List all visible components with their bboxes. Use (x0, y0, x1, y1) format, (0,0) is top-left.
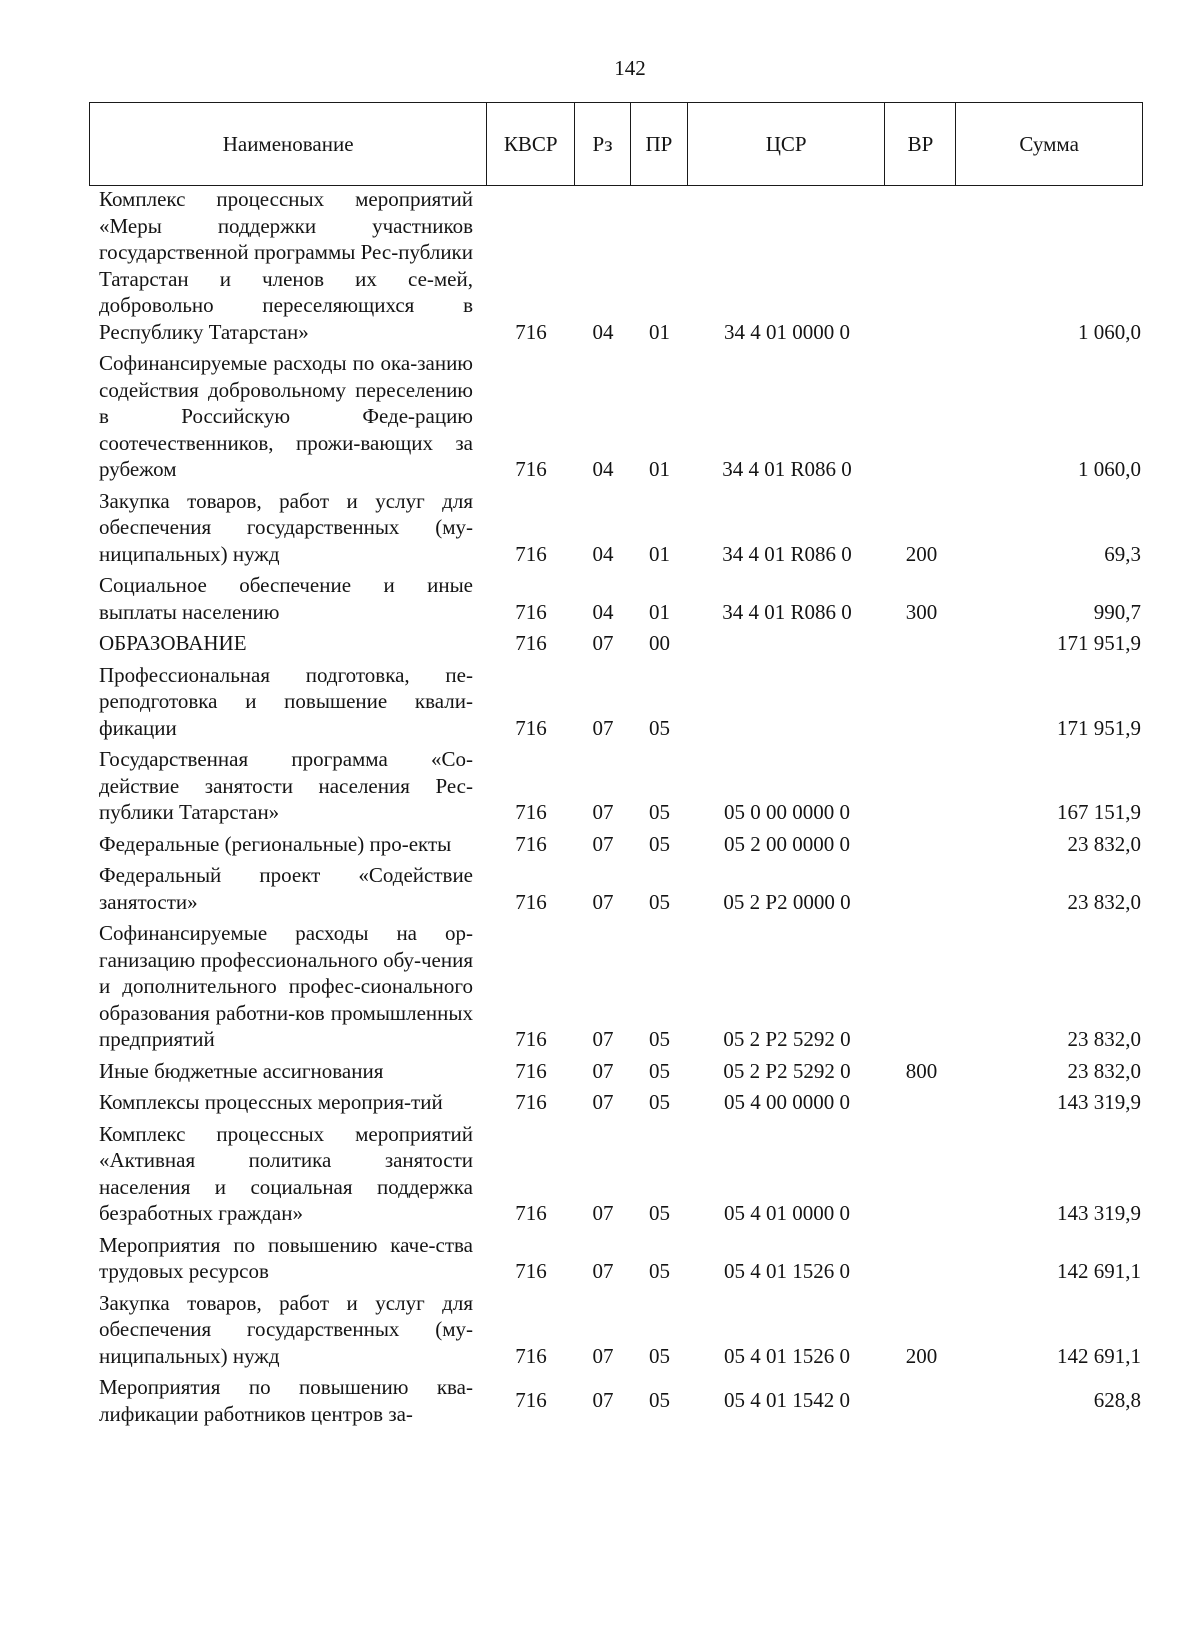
cell-sum: 23 832,0 (1067, 831, 1141, 856)
cell-pr: 05 (649, 1058, 670, 1083)
cell-sum: 171 951,9 (1057, 631, 1141, 655)
cell-rz: 04 (592, 599, 614, 624)
cell-pr: 05 (649, 1259, 670, 1283)
cell-name: Профессиональная подготовка, пе-реподготовка и повышение квали-фикации (99, 662, 473, 740)
table-header (89, 102, 1143, 186)
cell-name: Комплекс процессных мероприятий «Меры поддержки участников государственной программы Рес-публики Татарстан и членов их се-мей, добровольно переселяющихся в Республику Татарстан» (99, 187, 473, 344)
cell-pr: 01 (649, 457, 670, 481)
table-row (89, 920, 1143, 1053)
table-row (89, 350, 1143, 483)
cell-sum: 1 060,0 (1078, 457, 1141, 481)
cell-kvsr: 716 (515, 457, 547, 481)
cell-csr: 05 2 P2 0000 0 (723, 889, 851, 914)
table-row (89, 572, 1143, 625)
cell-name: Мероприятия по повышению каче-ства трудовых ресурсов (99, 1232, 473, 1283)
cell-csr: 05 4 01 1526 0 (724, 1259, 850, 1283)
table-row (89, 1121, 1143, 1227)
cell-name: Федеральный проект «Содействие занятости» (99, 863, 473, 914)
cell-pr: 01 (649, 319, 670, 344)
cell-name: Закупка товаров, работ и услуг для обеспечения государственных (му-ниципальных) нужд (99, 1290, 473, 1368)
cell-sum: 167 151,9 (1057, 800, 1141, 824)
header-rz: Рз (575, 103, 631, 185)
cell-name: Комплекс процессных мероприятий «Активная политика занятости населения и социальная поддержка безработных граждан» (99, 1121, 473, 1225)
cell-kvsr: 716 (515, 715, 547, 740)
cell-name: Комплексы процессных мероприя-тий (99, 1090, 443, 1114)
cell-csr: 05 4 01 1526 0 (724, 1343, 850, 1368)
cell-kvsr: 716 (515, 1027, 547, 1051)
table-row (89, 488, 1143, 568)
cell-kvsr: 716 (515, 599, 547, 624)
cell-rz: 07 (592, 631, 614, 655)
cell-name: Иные бюджетные ассигнования (99, 1058, 384, 1083)
cell-csr: 05 2 P2 5292 0 (723, 1027, 851, 1051)
cell-name: ОБРАЗОВАНИЕ (99, 631, 247, 655)
cell-sum: 990,7 (1093, 599, 1141, 624)
page-number: 142 (614, 56, 646, 80)
cell-pr: 05 (649, 800, 670, 824)
cell-rz: 07 (592, 1058, 614, 1083)
table-row (89, 630, 1143, 657)
cell-rz: 07 (592, 715, 614, 740)
header-name: Наименование (90, 103, 487, 185)
header-vr: ВР (885, 103, 956, 185)
cell-pr: 05 (649, 1388, 670, 1413)
cell-pr: 01 (649, 541, 670, 566)
cell-rz: 07 (592, 1343, 614, 1368)
cell-kvsr: 716 (515, 541, 547, 566)
table-row (89, 1290, 1143, 1370)
cell-csr: 34 4 01 R086 0 (722, 457, 852, 481)
cell-vr: 300 (905, 599, 938, 624)
cell-pr: 05 (649, 1027, 670, 1051)
cell-rz: 07 (592, 831, 614, 856)
cell-sum: 142 691,1 (1057, 1259, 1141, 1283)
cell-kvsr: 716 (515, 800, 547, 824)
cell-sum: 143 319,9 (1057, 1201, 1141, 1225)
table-row (89, 862, 1143, 915)
cell-name: Софинансируемые расходы по ока-занию содействия добровольному переселению в Российскую Феде-рацию соотечественников, прожи-вающих за рубежом (99, 351, 473, 481)
cell-rz: 04 (592, 457, 614, 481)
cell-csr: 05 2 P2 5292 0 (723, 1058, 851, 1083)
cell-pr: 05 (649, 1090, 670, 1114)
cell-name: Социальное обеспечение и иные выплаты населению (99, 573, 473, 624)
cell-sum: 628,8 (1093, 1388, 1141, 1413)
cell-csr: 05 4 01 1542 0 (724, 1388, 850, 1413)
cell-kvsr: 716 (515, 831, 547, 856)
header-csr: ЦСР (688, 103, 886, 185)
cell-rz: 07 (592, 1090, 614, 1114)
cell-csr: 05 2 00 0000 0 (724, 831, 850, 856)
cell-rz: 07 (592, 1388, 614, 1413)
cell-pr: 05 (649, 831, 670, 856)
cell-kvsr: 716 (515, 1259, 547, 1283)
cell-rz: 07 (592, 1027, 614, 1051)
cell-rz: 07 (592, 889, 614, 914)
cell-csr: 05 4 00 0000 0 (724, 1090, 850, 1114)
cell-rz: 04 (592, 541, 614, 566)
cell-name: Закупка товаров, работ и услуг для обеспечения государственных (му-ниципальных) нужд (99, 488, 473, 566)
cell-pr: 05 (649, 1201, 670, 1225)
cell-csr: 34 4 01 0000 0 (724, 319, 850, 344)
cell-vr: 200 (905, 541, 938, 566)
cell-vr: 800 (905, 1058, 938, 1083)
table-row (89, 1089, 1143, 1116)
table-row (89, 186, 1143, 345)
cell-kvsr: 716 (515, 631, 547, 655)
table-row (89, 831, 1143, 858)
cell-rz: 07 (592, 800, 614, 824)
cell-sum: 23 832,0 (1067, 1058, 1141, 1083)
cell-rz: 07 (592, 1201, 614, 1225)
cell-csr: 34 4 01 R086 0 (722, 599, 852, 624)
cell-name: Мероприятия по повышению ква-лификации работников центров за- (99, 1375, 473, 1426)
cell-rz: 04 (592, 319, 614, 344)
cell-kvsr: 716 (515, 1343, 547, 1368)
cell-csr: 05 4 01 0000 0 (724, 1201, 850, 1225)
table-row (89, 662, 1143, 742)
table-row (89, 1374, 1143, 1427)
cell-sum: 23 832,0 (1067, 1027, 1141, 1051)
header-pr: ПР (631, 103, 688, 185)
cell-kvsr: 716 (515, 1388, 547, 1413)
cell-sum: 143 319,9 (1057, 1090, 1141, 1114)
header-kvsr: КВСР (487, 103, 575, 185)
cell-name: Государственная программа «Со-действие занятости населения Рес-публики Татарстан» (99, 747, 473, 824)
cell-sum: 142 691,1 (1057, 1343, 1141, 1368)
header-sum: Сумма (1019, 131, 1079, 156)
cell-name: Федеральные (региональные) про-екты (99, 831, 452, 856)
cell-pr: 05 (649, 889, 670, 914)
cell-sum: 171 951,9 (1057, 715, 1141, 740)
cell-kvsr: 716 (515, 1058, 547, 1083)
cell-csr: 34 4 01 R086 0 (722, 541, 852, 566)
cell-pr: 05 (649, 1343, 670, 1368)
cell-sum: 69,3 (1104, 541, 1141, 566)
table-row (89, 1058, 1143, 1085)
table-body (89, 186, 1143, 1432)
cell-csr: 05 0 00 0000 0 (724, 800, 850, 824)
cell-rz: 07 (592, 1259, 614, 1283)
cell-kvsr: 716 (515, 319, 547, 344)
cell-kvsr: 716 (515, 889, 547, 914)
cell-kvsr: 716 (515, 1090, 547, 1114)
cell-kvsr: 716 (515, 1201, 547, 1225)
cell-pr: 05 (649, 715, 670, 740)
cell-pr: 00 (649, 631, 670, 655)
cell-pr: 01 (649, 599, 670, 624)
table-row (89, 1232, 1143, 1285)
table-row (89, 746, 1143, 826)
cell-name: Софинансируемые расходы на ор-ганизацию профессионального обу-чения и дополнительного профес-сионального образования работни-ков промышленных предприятий (99, 921, 473, 1051)
cell-sum: 23 832,0 (1067, 889, 1141, 914)
cell-vr: 200 (905, 1343, 938, 1368)
cell-sum: 1 060,0 (1078, 319, 1141, 344)
